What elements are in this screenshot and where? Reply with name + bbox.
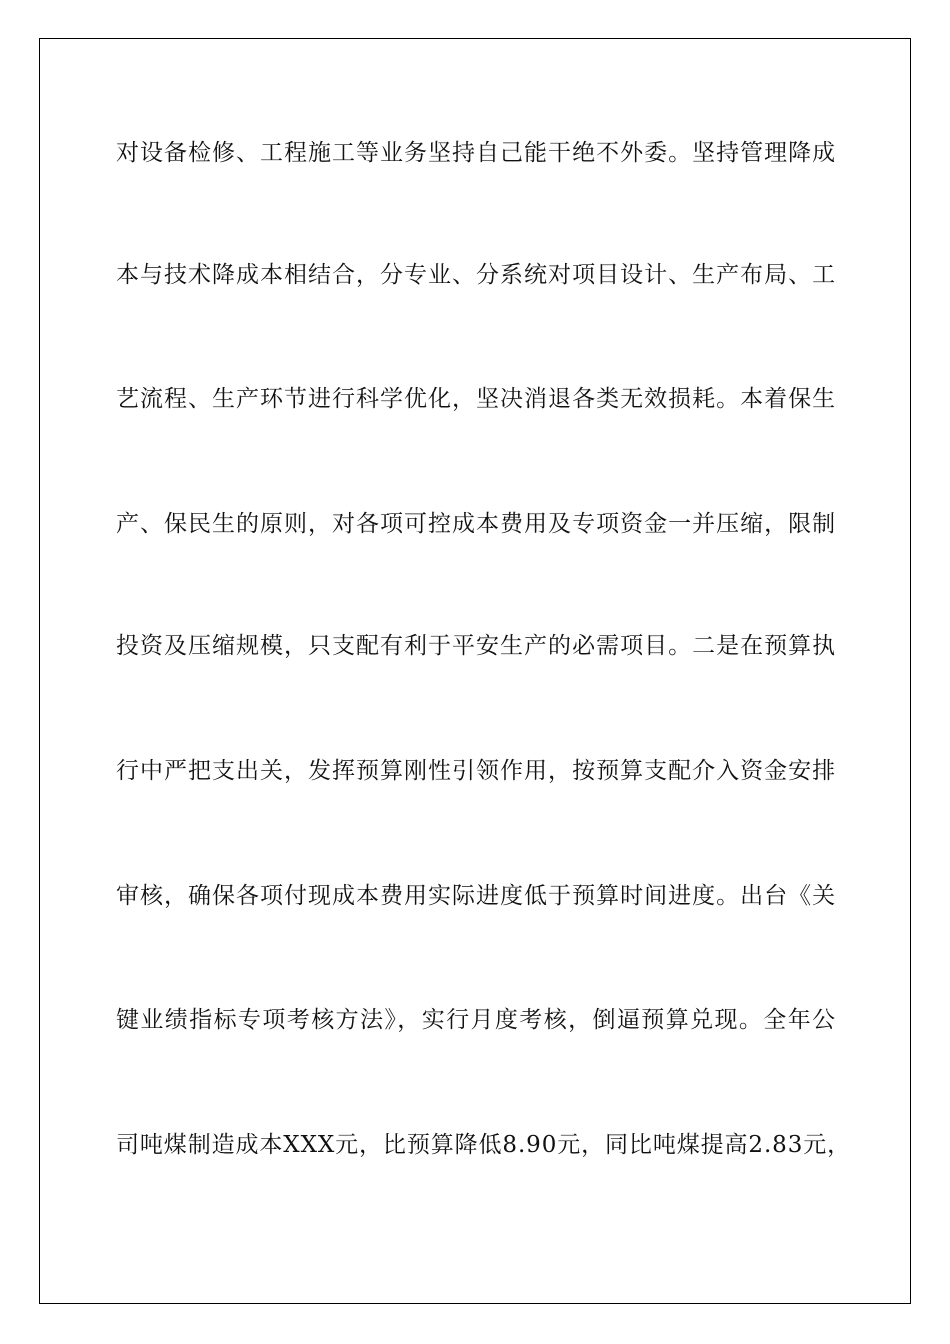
paragraph-line: 行中严把支出关，发挥预算刚性引领作用，按预算支配介入资金安排: [116, 758, 836, 784]
paragraph-line: 审核，确保各项付现成本费用实际进度低于预算时间进度。出台《关: [116, 883, 836, 909]
paragraph-line: 产、保民生的原则，对各项可控成本费用及专项资金一并压缩，限制: [116, 511, 836, 537]
paragraph-line: 投资及压缩规模，只支配有利于平安生产的必需项目。二是在预算执: [116, 633, 836, 659]
paragraph-line: 本与技术降成本相结合，分专业、分系统对项目设计、生产布局、工: [116, 262, 836, 288]
paragraph-line: 对设备检修、工程施工等业务坚持自己能干绝不外委。坚持管理降成: [116, 140, 836, 166]
paragraph-line: 艺流程、生产环节进行科学优化，坚决消退各类无效损耗。本着保生: [116, 386, 836, 412]
page-border: [39, 38, 911, 1304]
paragraph-line: 司吨煤制造成本XXX元，比预算降低8.90元，同比吨煤提高2.83元，: [116, 1132, 852, 1158]
paragraph-line: 键业绩指标专项考核方法》，实行月度考核，倒逼预算兑现。全年公: [116, 1007, 836, 1033]
